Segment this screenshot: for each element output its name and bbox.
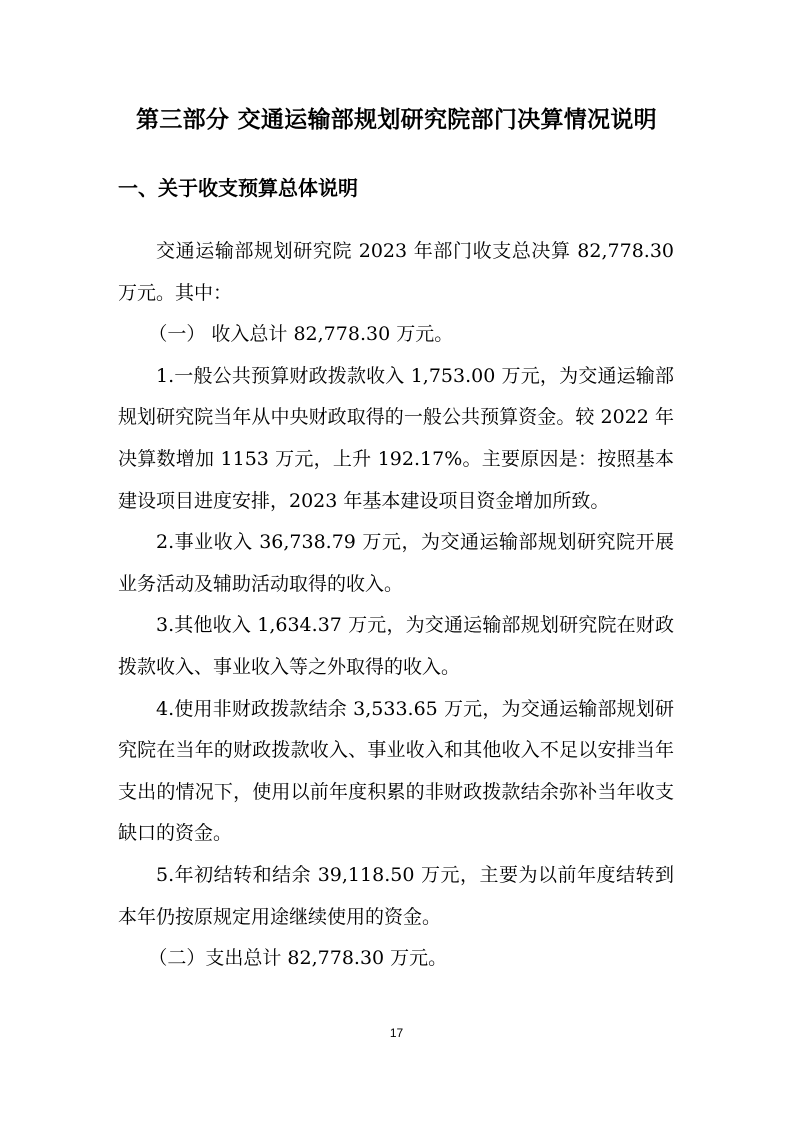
page-title: 第三部分 交通运输部规划研究院部门决算情况说明: [136, 107, 657, 133]
paragraph-item-2: 2.事业收入 36,738.79 万元，为交通运输部规划研究院开展业务活动及辅助活动取得的收入。: [118, 531, 674, 595]
section-heading: 一、关于收支预算总体说明: [118, 176, 358, 200]
paragraph-item-1: 1.一般公共预算财政拨款收入 1,753.00 万元，为交通运输部规划研究院当年从中央财政取得的一般公共预算资金。较 2022 年决算数增加 1153 万元，上升 192.17%。主要原因是：按照基本建设项目进度安排，2023 年基本建设项目资金增加所致。: [118, 364, 674, 512]
paragraph-income-total: （一） 收入总计 82,778.30 万元。: [148, 323, 454, 346]
paragraph-intro: 交通运输部规划研究院 2023 年部门收支总决算 82,778.30 万元。其中：: [118, 240, 674, 304]
paragraph-item-3: 3.其他收入 1,634.37 万元，为交通运输部规划研究院在财政拨款收入、事业收入等之外取得的收入。: [118, 614, 674, 678]
paragraph-item-4: 4.使用非财政拨款结余 3,533.65 万元，为交通运输部规划研究院在当年的财政拨款收入、事业收入和其他收入不足以安排当年支出的情况下，使用以前年度积累的非财政拨款结余弥补当年收支缺口的资金。: [118, 697, 674, 845]
paragraph-expense-total: （二）支出总计 82,778.30 万元。: [148, 947, 448, 970]
paragraph-item-5: 5.年初结转和结余 39,118.50 万元，主要为以前年度结转到本年仍按原规定用途继续使用的资金。: [118, 863, 674, 928]
page-number: 17: [389, 1026, 404, 1040]
document-body: [118, 231, 674, 980]
